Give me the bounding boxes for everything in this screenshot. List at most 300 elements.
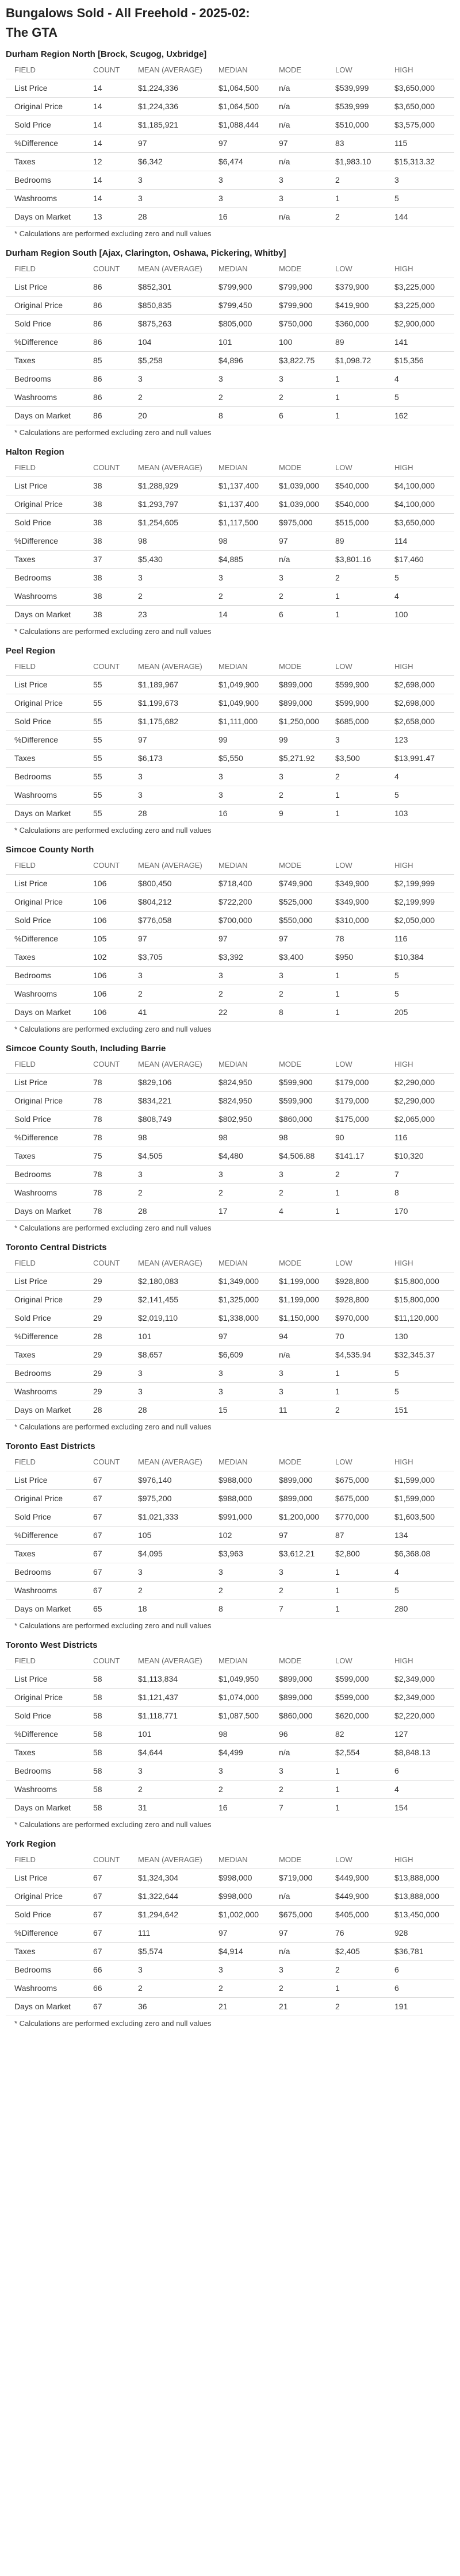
value-cell: 2	[327, 1401, 386, 1420]
field-name-cell: Bedrooms	[6, 1762, 85, 1781]
value-cell: 103	[386, 805, 454, 823]
value-cell: $1,111,000	[210, 713, 270, 731]
value-cell: $950	[327, 948, 386, 967]
region-title: Halton Region	[6, 447, 64, 457]
value-cell: 78	[85, 1110, 129, 1129]
field-name-cell: Days on Market	[6, 1004, 85, 1022]
value-cell: 2	[129, 1979, 210, 1998]
table-row	[6, 153, 454, 171]
value-cell: $349,900	[327, 875, 386, 893]
value-cell: $4,535.94	[327, 1346, 386, 1364]
calculation-note: * Calculations are performed excluding zero and null values	[14, 1224, 212, 1232]
column-header: MEDIAN	[210, 61, 270, 79]
value-cell: 3	[210, 1961, 270, 1979]
column-header: LOW	[327, 459, 386, 477]
field-name-cell: Washrooms	[6, 786, 85, 805]
field-name-cell: Original Price	[6, 893, 85, 912]
field-name-cell: Original Price	[6, 1092, 85, 1110]
value-cell: 205	[386, 1004, 454, 1022]
value-cell: $5,574	[129, 1943, 210, 1961]
value-cell: $824,950	[210, 1092, 270, 1110]
region-section	[6, 1838, 454, 2031]
value-cell: $405,000	[327, 1906, 386, 1924]
value-cell: $3,612.21	[270, 1545, 327, 1563]
value-cell: 3	[386, 171, 454, 190]
value-cell: $700,000	[210, 912, 270, 930]
value-cell: $175,000	[327, 1110, 386, 1129]
value-cell: 1	[327, 1563, 386, 1582]
column-header: HIGH	[386, 856, 454, 875]
value-cell: 55	[85, 731, 129, 749]
value-cell: 3	[129, 1762, 210, 1781]
value-cell: $899,000	[270, 1490, 327, 1508]
column-header: MEDIAN	[210, 658, 270, 676]
field-name-cell: Bedrooms	[6, 1364, 85, 1383]
value-cell: 5	[386, 190, 454, 208]
column-header: COUNT	[85, 1652, 129, 1670]
value-cell: 8	[210, 407, 270, 425]
value-cell: $2,290,000	[386, 1092, 454, 1110]
field-name-cell: List Price	[6, 1869, 85, 1887]
value-cell: 14	[85, 116, 129, 134]
value-cell: $2,290,000	[386, 1074, 454, 1092]
value-cell: $799,900	[210, 278, 270, 297]
value-cell: $3,392	[210, 948, 270, 967]
value-cell: 5	[386, 967, 454, 985]
column-header: MEAN (AVERAGE)	[129, 260, 210, 278]
value-cell: 28	[85, 1401, 129, 1420]
value-cell: $719,000	[270, 1869, 327, 1887]
value-cell: 58	[85, 1725, 129, 1744]
value-cell: 11	[270, 1401, 327, 1420]
region-title: Toronto East Districts	[6, 1441, 95, 1451]
value-cell: $179,000	[327, 1092, 386, 1110]
value-cell: 3	[129, 1166, 210, 1184]
value-cell: n/a	[270, 1346, 327, 1364]
value-cell: $599,000	[327, 1689, 386, 1707]
value-cell: 58	[85, 1744, 129, 1762]
value-cell: 2	[270, 1582, 327, 1600]
value-cell: 2	[270, 587, 327, 606]
value-cell: 3	[129, 569, 210, 587]
column-header: HIGH	[386, 61, 454, 79]
value-cell: $1,064,500	[210, 79, 270, 98]
value-cell: 58	[85, 1689, 129, 1707]
field-name-cell: %Difference	[6, 731, 85, 749]
column-header: HIGH	[386, 1254, 454, 1272]
value-cell: 29	[85, 1309, 129, 1328]
value-cell: $4,480	[210, 1147, 270, 1166]
value-cell: $2,180,083	[129, 1272, 210, 1291]
value-cell: 15	[210, 1401, 270, 1420]
value-cell: $975,200	[129, 1490, 210, 1508]
value-cell: $2,900,000	[386, 315, 454, 333]
table-row	[6, 1689, 454, 1707]
value-cell: $3,500	[327, 749, 386, 768]
column-header: COUNT	[85, 1851, 129, 1869]
value-cell: 6	[270, 606, 327, 624]
value-cell: 4	[386, 1781, 454, 1799]
value-cell: 55	[85, 676, 129, 694]
value-cell: 6	[386, 1762, 454, 1781]
value-cell: $1,039,000	[270, 477, 327, 495]
region-title: Simcoe County North	[6, 845, 94, 855]
region-title: Durham Region South [Ajax, Clarington, Oshawa, Pickering, Whitby]	[6, 248, 286, 258]
value-cell: $4,100,000	[386, 495, 454, 514]
field-name-cell: Days on Market	[6, 1401, 85, 1420]
value-cell: 67	[85, 1924, 129, 1943]
value-cell: $4,644	[129, 1744, 210, 1762]
value-cell: 1	[327, 1582, 386, 1600]
field-name-cell: Sold Price	[6, 912, 85, 930]
column-header: HIGH	[386, 1851, 454, 1869]
table-header-row	[6, 459, 454, 477]
value-cell: 1	[327, 1184, 386, 1202]
field-name-cell: %Difference	[6, 930, 85, 948]
value-cell: $539,999	[327, 98, 386, 116]
value-cell: $770,000	[327, 1508, 386, 1527]
value-cell: $1,250,000	[270, 713, 327, 731]
value-cell: 86	[85, 278, 129, 297]
value-cell: 28	[85, 1328, 129, 1346]
value-cell: 8	[270, 1004, 327, 1022]
field-name-cell: %Difference	[6, 1725, 85, 1744]
value-cell: 14	[210, 606, 270, 624]
column-header: MEDIAN	[210, 1652, 270, 1670]
stats-table	[6, 1851, 454, 2016]
stats-table	[6, 856, 454, 1022]
value-cell: 2	[129, 1781, 210, 1799]
value-cell: 99	[210, 731, 270, 749]
value-cell: $10,384	[386, 948, 454, 967]
field-name-cell: List Price	[6, 278, 85, 297]
field-name-cell: Days on Market	[6, 606, 85, 624]
value-cell: 191	[386, 1998, 454, 2016]
field-name-cell: Days on Market	[6, 1600, 85, 1618]
value-cell: 55	[85, 786, 129, 805]
value-cell: 55	[85, 805, 129, 823]
field-name-cell: Original Price	[6, 98, 85, 116]
field-name-cell: Days on Market	[6, 1799, 85, 1817]
value-cell: $1,224,336	[129, 98, 210, 116]
field-name-cell: Taxes	[6, 1346, 85, 1364]
table-row	[6, 713, 454, 731]
value-cell: 1	[327, 805, 386, 823]
column-header: LOW	[327, 260, 386, 278]
table-row	[6, 1471, 454, 1490]
column-header: MEDIAN	[210, 1851, 270, 1869]
value-cell: 1	[327, 407, 386, 425]
column-header: LOW	[327, 1652, 386, 1670]
value-cell: 97	[270, 134, 327, 153]
table-row	[6, 569, 454, 587]
value-cell: $550,000	[270, 912, 327, 930]
value-cell: $975,000	[270, 514, 327, 532]
value-cell: 67	[85, 1563, 129, 1582]
value-cell: $5,430	[129, 551, 210, 569]
field-name-cell: Bedrooms	[6, 171, 85, 190]
calculation-note: * Calculations are performed excluding zero and null values	[14, 1025, 212, 1033]
value-cell: 67	[85, 1906, 129, 1924]
value-cell: $899,000	[270, 676, 327, 694]
value-cell: $1,200,000	[270, 1508, 327, 1527]
value-cell: n/a	[270, 98, 327, 116]
value-cell: $510,000	[327, 116, 386, 134]
value-cell: 5	[386, 985, 454, 1004]
value-cell: 3	[210, 1383, 270, 1401]
value-cell: 7	[270, 1600, 327, 1618]
column-header: LOW	[327, 658, 386, 676]
value-cell: $10,320	[386, 1147, 454, 1166]
value-cell: $6,609	[210, 1346, 270, 1364]
value-cell: 36	[129, 1998, 210, 2016]
value-cell: 66	[85, 1979, 129, 1998]
stats-table	[6, 61, 454, 226]
value-cell: $2,199,999	[386, 875, 454, 893]
column-header: HIGH	[386, 260, 454, 278]
column-header: HIGH	[386, 658, 454, 676]
field-name-cell: %Difference	[6, 1527, 85, 1545]
column-header: MODE	[270, 1851, 327, 1869]
field-name-cell: Bedrooms	[6, 1961, 85, 1979]
field-name-cell: Sold Price	[6, 713, 85, 731]
regions-container	[6, 48, 454, 2031]
table-row	[6, 1272, 454, 1291]
value-cell: 8	[210, 1600, 270, 1618]
value-cell: n/a	[270, 1744, 327, 1762]
value-cell: $1,049,950	[210, 1670, 270, 1689]
table-row	[6, 1906, 454, 1924]
value-cell: 97	[129, 731, 210, 749]
value-cell: 29	[85, 1346, 129, 1364]
value-cell: $3,963	[210, 1545, 270, 1563]
column-header: MEDIAN	[210, 459, 270, 477]
value-cell: 97	[210, 134, 270, 153]
value-cell: $5,271.92	[270, 749, 327, 768]
value-cell: $3,225,000	[386, 297, 454, 315]
table-row	[6, 985, 454, 1004]
column-header: MODE	[270, 459, 327, 477]
value-cell: $1,338,000	[210, 1309, 270, 1328]
field-name-cell: Bedrooms	[6, 569, 85, 587]
value-cell: 29	[85, 1364, 129, 1383]
table-row	[6, 278, 454, 297]
field-name-cell: Bedrooms	[6, 370, 85, 389]
value-cell: 67	[85, 1582, 129, 1600]
column-header: FIELD	[6, 459, 85, 477]
value-cell: $540,000	[327, 495, 386, 514]
table-row	[6, 768, 454, 786]
value-cell: $1,117,500	[210, 514, 270, 532]
value-cell: 17	[210, 1202, 270, 1221]
value-cell: 106	[85, 893, 129, 912]
value-cell: 1	[327, 1600, 386, 1618]
table-row	[6, 1924, 454, 1943]
table-row	[6, 1184, 454, 1202]
value-cell: $750,000	[270, 315, 327, 333]
value-cell: 5	[386, 1383, 454, 1401]
value-cell: 106	[85, 967, 129, 985]
value-cell: 3	[210, 370, 270, 389]
value-cell: $379,900	[327, 278, 386, 297]
field-name-cell: Original Price	[6, 694, 85, 713]
value-cell: 3	[129, 1563, 210, 1582]
value-cell: 151	[386, 1401, 454, 1420]
value-cell: 18	[129, 1600, 210, 1618]
value-cell: $1,137,400	[210, 477, 270, 495]
value-cell: $8,848.13	[386, 1744, 454, 1762]
value-cell: $15,800,000	[386, 1291, 454, 1309]
value-cell: 3	[270, 1762, 327, 1781]
value-cell: 3	[210, 1364, 270, 1383]
value-cell: 101	[129, 1725, 210, 1744]
value-cell: 67	[85, 1943, 129, 1961]
column-header: LOW	[327, 1453, 386, 1471]
field-name-cell: Washrooms	[6, 1582, 85, 1600]
value-cell: 170	[386, 1202, 454, 1221]
value-cell: $2,698,000	[386, 676, 454, 694]
value-cell: 106	[85, 985, 129, 1004]
region-title: Durham Region North [Brock, Scugog, Uxbridge]	[6, 49, 207, 59]
value-cell: 28	[129, 1401, 210, 1420]
table-row	[6, 1998, 454, 2016]
value-cell: $525,000	[270, 893, 327, 912]
table-row	[6, 532, 454, 551]
value-cell: 104	[129, 333, 210, 352]
table-row	[6, 407, 454, 425]
table-row	[6, 1781, 454, 1799]
value-cell: 3	[210, 171, 270, 190]
field-name-cell: Washrooms	[6, 1184, 85, 1202]
value-cell: $3,650,000	[386, 514, 454, 532]
table-row	[6, 98, 454, 116]
value-cell: $802,950	[210, 1110, 270, 1129]
value-cell: 78	[85, 1166, 129, 1184]
value-cell: $2,349,000	[386, 1689, 454, 1707]
value-cell: $970,000	[327, 1309, 386, 1328]
value-cell: 85	[85, 352, 129, 370]
value-cell: 38	[85, 514, 129, 532]
value-cell: $515,000	[327, 514, 386, 532]
value-cell: $829,106	[129, 1074, 210, 1092]
table-header-row	[6, 1652, 454, 1670]
value-cell: 14	[85, 190, 129, 208]
table-header-row	[6, 856, 454, 875]
value-cell: $1,254,605	[129, 514, 210, 532]
value-cell: 101	[210, 333, 270, 352]
value-cell: 67	[85, 1490, 129, 1508]
value-cell: $824,950	[210, 1074, 270, 1092]
column-header: FIELD	[6, 658, 85, 676]
value-cell: 6	[270, 407, 327, 425]
column-header: MODE	[270, 1453, 327, 1471]
value-cell: 2	[327, 768, 386, 786]
value-cell: 2	[129, 985, 210, 1004]
value-cell: $449,900	[327, 1887, 386, 1906]
field-name-cell: Sold Price	[6, 116, 85, 134]
table-row	[6, 1582, 454, 1600]
value-cell: $3,801.16	[327, 551, 386, 569]
table-row	[6, 495, 454, 514]
field-name-cell: %Difference	[6, 1924, 85, 1943]
value-cell: 65	[85, 1600, 129, 1618]
column-header: FIELD	[6, 1254, 85, 1272]
value-cell: 5	[386, 389, 454, 407]
column-header: MODE	[270, 61, 327, 79]
column-header: HIGH	[386, 1453, 454, 1471]
value-cell: 97	[210, 1924, 270, 1943]
value-cell: $449,900	[327, 1869, 386, 1887]
field-name-cell: List Price	[6, 1074, 85, 1092]
value-cell: $2,658,000	[386, 713, 454, 731]
table-row	[6, 676, 454, 694]
value-cell: 97	[210, 1328, 270, 1346]
value-cell: 20	[129, 407, 210, 425]
value-cell: 3	[270, 1166, 327, 1184]
value-cell: 86	[85, 333, 129, 352]
value-cell: $2,349,000	[386, 1670, 454, 1689]
field-name-cell: Sold Price	[6, 1110, 85, 1129]
column-header: COUNT	[85, 260, 129, 278]
table-row	[6, 171, 454, 190]
value-cell: 2	[327, 569, 386, 587]
value-cell: $32,345.37	[386, 1346, 454, 1364]
region-section	[6, 1639, 454, 1832]
field-name-cell: Original Price	[6, 1887, 85, 1906]
value-cell: 78	[85, 1202, 129, 1221]
table-row	[6, 694, 454, 713]
value-cell: $1,049,900	[210, 676, 270, 694]
table-row	[6, 1527, 454, 1545]
value-cell: 28	[129, 805, 210, 823]
table-row	[6, 370, 454, 389]
calculation-note: * Calculations are performed excluding zero and null values	[14, 428, 212, 437]
value-cell: $179,000	[327, 1074, 386, 1092]
field-name-cell: %Difference	[6, 1129, 85, 1147]
field-name-cell: Taxes	[6, 1943, 85, 1961]
value-cell: 2	[210, 1184, 270, 1202]
value-cell: $6,368.08	[386, 1545, 454, 1563]
value-cell: 2	[129, 1184, 210, 1202]
calculation-note: * Calculations are performed excluding zero and null values	[14, 229, 212, 238]
calculation-note: * Calculations are performed excluding zero and null values	[14, 1820, 212, 1829]
region-title: York Region	[6, 1839, 56, 1849]
value-cell: $3,650,000	[386, 79, 454, 98]
value-cell: 1	[327, 967, 386, 985]
value-cell: 67	[85, 1545, 129, 1563]
field-name-cell: %Difference	[6, 333, 85, 352]
value-cell: 89	[327, 333, 386, 352]
region-section	[6, 446, 454, 639]
field-name-cell: Taxes	[6, 352, 85, 370]
column-header: COUNT	[85, 61, 129, 79]
value-cell: 21	[210, 1998, 270, 2016]
column-header: MODE	[270, 260, 327, 278]
column-header: MODE	[270, 1652, 327, 1670]
table-row	[6, 208, 454, 226]
value-cell: 86	[85, 370, 129, 389]
table-row	[6, 731, 454, 749]
value-cell: $991,000	[210, 1508, 270, 1527]
value-cell: $1,983.10	[327, 153, 386, 171]
value-cell: $599,900	[327, 676, 386, 694]
value-cell: $718,400	[210, 875, 270, 893]
value-cell: $1,199,000	[270, 1291, 327, 1309]
value-cell: $4,095	[129, 1545, 210, 1563]
value-cell: 14	[85, 171, 129, 190]
table-row	[6, 912, 454, 930]
value-cell: $13,450,000	[386, 1906, 454, 1924]
